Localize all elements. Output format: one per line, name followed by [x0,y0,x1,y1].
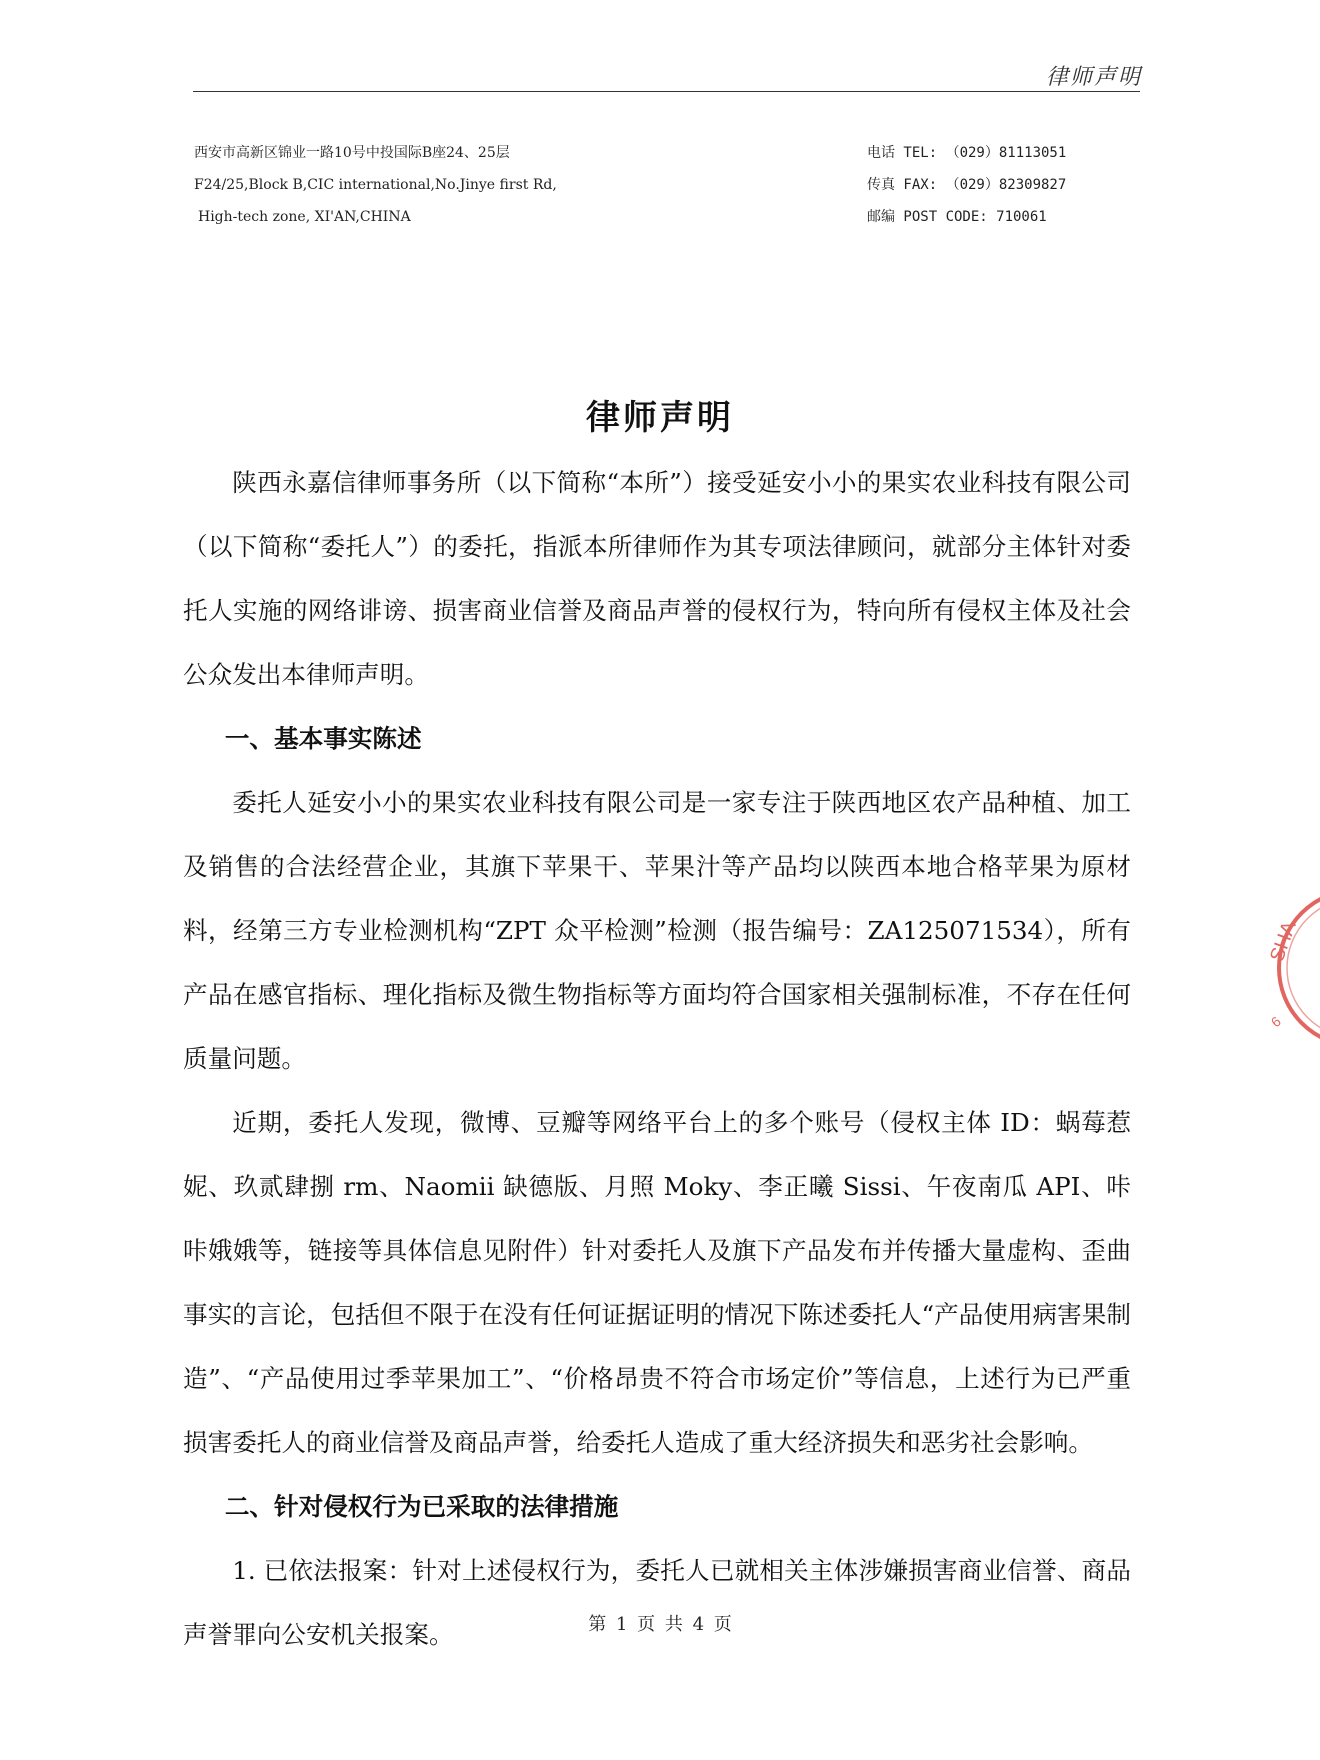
address-line: F24/25,Block B,CIC international,No.Jinye first Rd, [194,177,557,193]
contact-postcode: 邮编 POST CODE: 710061 [867,209,1047,225]
firm-contact [867,137,1066,233]
document-title: 律师声明 [586,398,734,438]
document-body [183,451,1131,1667]
section-paragraph: 1. 已依法报案：针对上述侵权行为，委托人已就相关主体涉嫌损害商业信誉、商品声誉罪向公安机关报案。 [183,1556,1131,1649]
red-seal-stamp-icon [1262,868,1320,1068]
contact-fax: 传真 FAX: （029）82309827 [867,177,1067,193]
page-number: 第 1 页 共 4 页 [588,1614,732,1635]
section-heading: 二、针对侵权行为已采取的法律措施 [224,1492,619,1521]
header-divider [193,91,1140,92]
section-paragraph: 委托人延安小小的果实农业科技有限公司是一家专注于陕西地区农产品种植、加工及销售的合法经营企业，其旗下苹果干、苹果汁等产品均以陕西本地合格苹果为原材料，经第三方专业检测机构“ZPT 众平检测”检测（报告编号：ZA125071534），所有产品在感官指标、理化指标及微生物指标等方面均符合国家相关强制标准，不存在任何质量问题。 [183,788,1131,1073]
section-paragraph: 近期，委托人发现，微博、豆瓣等网络平台上的多个账号（侵权主体 ID：蜗莓惹妮、玖贰肆捌 rm、Naomii 缺德版、月照 Moky、李正曦 Sissi、午夜南瓜 API、咔咔娥娥等，链接等具体信息见附件）针对委托人及旗下产品发布并传播大量虚构、歪曲事实的言论，包括但不限于在没有任何证据证明的情况下陈述委托人“产品使用病害果制造”、“产品使用过季苹果加工”、“价格昂贵不符合市场定价”等信息，上述行为已严重损害委托人的商业信誉及商品声誉，给委托人造成了重大经济损失和恶劣社会影响。 [183,1108,1131,1457]
svg-text:SHA: SHA [1266,918,1301,965]
address-line: 西安市高新区锦业一路10号中投国际B座24、25层 [194,145,510,161]
contact-phone: 电话 TEL: （029）81113051 [867,145,1067,161]
header-title: 律师声明 [1045,65,1142,90]
svg-text:6: 6 [1267,1013,1284,1031]
section-heading: 一、基本事实陈述 [224,724,422,753]
firm-address [194,137,557,233]
intro-paragraph: 陕西永嘉信律师事务所（以下简称“本所”）接受延安小小的果实农业科技有限公司（以下简称“委托人”）的委托，指派本所律师作为其专项法律顾问，就部分主体针对委托人实施的网络诽谤、损害商业信誉及商品声誉的侵权行为，特向所有侵权主体及社会公众发出本律师声明。 [183,468,1131,689]
address-line: High-tech zone, XI'AN,CHINA [198,209,411,225]
